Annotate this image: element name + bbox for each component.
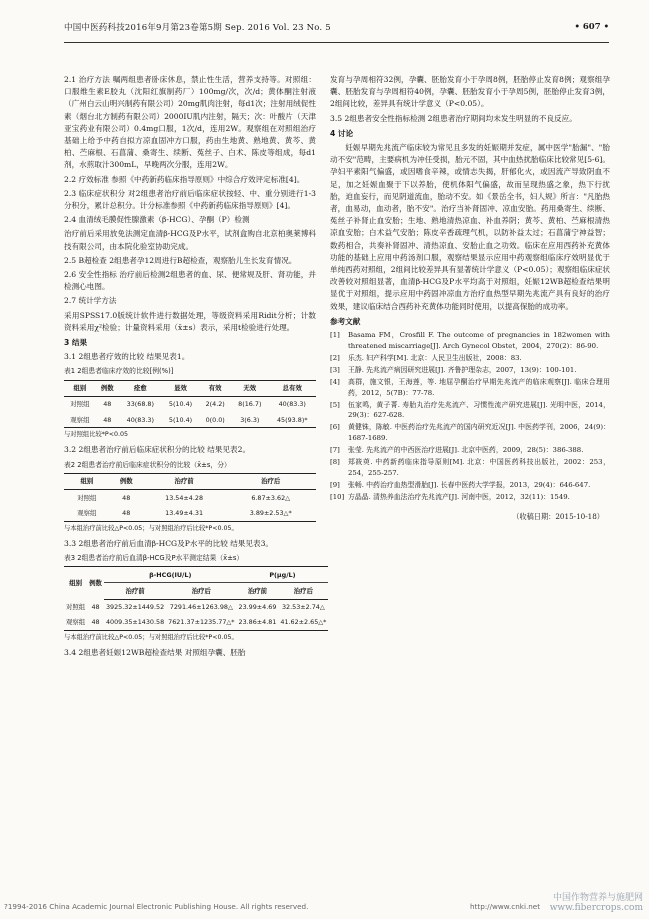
paragraph-result-3-1: 3.1 2组患者疗效的比较 结果见表1。 <box>64 352 190 362</box>
section-heading-results: 3 结果 <box>64 338 88 348</box>
running-header <box>64 18 609 36</box>
watermark-line: 中国作物营养与施肥网 <box>552 893 643 903</box>
reference-text: 张畅. 中药治疗血热型滑胎[J]. 长春中医药大学学报，2013，29(4)：646-647. <box>348 480 591 489</box>
reference-item <box>330 365 610 376</box>
paragraph-discussion: 妊娠早期先兆流产临床较为常见且多发的妊娠期并发症，属中医学"胎漏"、"胎动不安"范畴，主要病机为冲任受损，胎元不固，其中血热扰胎临床比较常见[5-6]。孕妇平素阳气偏盛，或因嗜食辛辣，或情志失揭，肝郁化火，或因流产导致阴血不足，加之妊娠血聚于下以养胎，使机体阳气偏盛，故而呈现热盛之象，热下行扰胎，迫血妄行，而见阴道流血，胎动不安。如《景岳全书，妇人规》所言："凡胎热者，血易动，血动者，胎不安"。治疗当补肾固冲、凉血安胎。药用桑寄生、续断、菟丝子补肾止血安胎；生地、熟地清热凉血、补血养阴；黄芩、黄柏、苎麻根清热凉血安胎；白术益气安胎；陈皮辛香疏理气机，以防补益太过；石菖蒲宁神益智；数药相合，共奏补肾固冲、清热凉血、安胎止血之功效。临床在应用西药补充黄体功能的基础上应用中药汤剂口服，观察结果显示应用中药观察组临床疗效明显优于单纯西药对照组，2组间比较差异具有显著统计学意义（P<0.05）；观察组临床症状改善较对照组显著，血清β-HCG及P水平均高于对照组，妊娠12WB超检查结果明显优于对照组，提示应用中药固冲凉血方治疗血热型早期先兆流产具有良好的治疗效果，建议临床结合西药补充黄体功能同时使用，以提高保胎的成功率。 <box>330 143 611 311</box>
table-cell: 7621.37±1235.77△* <box>166 615 236 631</box>
table3-header: P(μg/L) <box>237 567 329 583</box>
table1-header: 组别 <box>64 380 96 396</box>
references-heading: 参考文献 <box>330 316 361 326</box>
table1-header: 有效 <box>199 380 231 396</box>
table-cell: 5(10.4) <box>168 400 193 409</box>
reference-item <box>330 400 610 422</box>
reference-number: [2] <box>330 353 340 362</box>
table-cell: 40(83.3) <box>278 400 306 409</box>
table-row <box>64 615 328 631</box>
table-row <box>64 490 316 506</box>
table1-header: 总有效 <box>269 380 316 396</box>
table-cell: 7291.46±1263.98△ <box>169 603 233 612</box>
reference-text: 王静. 先兆流产病因研究进展[J]. 齐鲁护理杂志，2007，13(9)：100-101. <box>348 365 577 374</box>
table-cell: 40(83.3) <box>119 412 162 428</box>
watermark-url: www.fibercrops.com <box>549 903 643 913</box>
reference-list <box>330 330 610 503</box>
table2-header: 例数 <box>110 473 143 489</box>
reference-text: 乐杰. 妇产科学[M]. 北京：人民卫生出版社，2008：83. <box>348 353 522 362</box>
paragraph-statistics-heading: 2.7 统计学方法 <box>64 296 117 306</box>
table3-subheader: 治疗前 <box>104 583 166 599</box>
table2-note: 与本组治疗前比较△P<0.05；与对照组治疗后比较*P<0.05。 <box>64 524 238 532</box>
table3-subheader: 治疗前 <box>237 583 279 599</box>
table-cell: 8(16.7) <box>238 400 262 409</box>
table-row <box>64 505 316 521</box>
paragraph-treatment-method: 2.1 治疗方法 嘱两组患者卧床休息，禁止性生活，营养支持等。对照组：口服维生素E胶丸（沈阳红旗制药厂）100mg/次，次/d；黄体酮注射液（广州白云山明兴制药有限公司）20mg肌肉注射，每d1次；注射用绒促性素（烟台北方制药有限公司）2000IU肌内注射，隔天；次：叶酸片（天津亚宝药业有限公司）0.4mg口服，1次/d，连用2W。观察组在对照组治疗基础上给予中药自拟方凉血固冲方口服，药由生地黄、熟地黄、黄芩、黄柏、苎麻根、石菖蒲、桑寄生、续断、菟丝子、白术、陈皮等组成，每d1剂，水煎取汁300mL，早晚两次分服，连用2W。 <box>64 75 316 170</box>
reference-text: 伍家鸣，黄子菁. 寿胎丸治疗先兆流产、习惯性流产研究进展[J]. 光明中医，2014，29(3)：627-628. <box>348 400 610 420</box>
reference-item <box>330 457 610 479</box>
reference-text: 张莹. 先兆流产的中西医治疗进展[J]. 北京中医药，2009，28(5)：386-388. <box>348 446 584 455</box>
table-cell: 3.89±2.53△* <box>225 505 316 521</box>
table-cell: 13.49±4.31 <box>143 505 226 521</box>
table-cell: 对照组 <box>70 400 90 409</box>
table-cell: 45(93.8)* <box>269 412 316 428</box>
table-cell: 6.87±3.62△ <box>251 493 291 502</box>
table-cell: 3925.32±1449.52 <box>105 603 165 612</box>
table-cell: 41.62±2.65△* <box>278 615 328 631</box>
left-column <box>64 74 327 661</box>
reference-number: [1] <box>330 331 340 340</box>
table2-caption: 表2 2组患者治疗前后临床症状积分的比较（x̄±s，分） <box>64 460 231 469</box>
table-cell: 33(68.8) <box>126 400 154 409</box>
header-rule <box>64 42 609 43</box>
paragraph-result-3-2: 3.2 2组患者治疗前后临床症状积分的比较 结果见表2。 <box>64 445 251 455</box>
table3-subheader: 治疗后 <box>166 583 236 599</box>
table-cell: 5(10.4) <box>162 412 199 428</box>
table1-header: 例数 <box>96 380 119 396</box>
reference-number: [8] <box>330 458 340 467</box>
table-row <box>64 396 316 412</box>
paragraph-efficacy-standard: 2.2 疗效标准 参照《中药新药临床指导原则》中综合疗效评定标准[4]。 <box>64 174 305 184</box>
table-cell: 2(4.2) <box>205 400 225 409</box>
reference-text: 郑筱萸. 中药新药临床指导原则[M]. 北京：中国医药科技出版社，2002：253，254，255-257. <box>348 458 610 477</box>
table-cell: 48 <box>96 412 119 428</box>
table2-header: 治疗后 <box>225 473 316 489</box>
table2-header: 组别 <box>64 473 110 489</box>
site-link[interactable]: http://www.cnki.net <box>470 902 541 911</box>
table2-header: 治疗前 <box>143 473 226 489</box>
table-cell: 23.86±4.81 <box>237 615 279 631</box>
paragraph-hormone-method: 治疗前后采用放免法测定血清β-HCG及P水平，试剂盒购自北京柏奥莱博科技有限公司，由本院化验室协助完成。 <box>64 229 316 251</box>
reference-item <box>330 377 610 399</box>
table-cell: 48 <box>110 505 143 521</box>
table1-header: 痊愈 <box>119 380 162 396</box>
reference-number: [3] <box>330 365 340 374</box>
table1-caption: 表1 2组患者临床疗效的比较[例(%)] <box>64 367 174 376</box>
reference-item <box>330 330 610 352</box>
reference-number: [9] <box>330 480 340 489</box>
paragraph-result-3-3: 3.3 2组患者治疗前后血清β-HCG及P水平的比较 结果见表3。 <box>64 538 274 548</box>
table-cell: 观察组 <box>64 412 96 428</box>
paragraph-ultrasound: 2.5 B超检查 2组患者孕12周进行B超检查，观察胎儿生长发育情况。 <box>64 255 297 265</box>
reference-text: Basama FM，Crosfill F. The outcome of pregnancies in 182women with threatened miscarriage[J]. Arch Gynecol Obstet，2004，270(2)：86-90. <box>348 331 610 350</box>
copyright-text: ?1994-2016 China Academic Journal Electronic Publishing House. All rights reserved. <box>4 902 309 911</box>
watermark <box>550 893 643 913</box>
page-number: • 607 • <box>574 22 609 32</box>
table3 <box>64 566 328 631</box>
reference-number: [6] <box>330 423 340 432</box>
table-row <box>64 599 328 615</box>
table1-note: 与对照组比较*P<0.05 <box>64 431 129 439</box>
table1-header: 无效 <box>231 380 268 396</box>
reference-text: 黄健铢，陈敏. 中医药治疗先兆流产的国内研究近况[J]. 中医药学刊，2006，24(9)：1687-1689. <box>348 423 610 443</box>
table-cell: 0(0.0) <box>199 412 231 428</box>
received-date: （收稿日期：2015-10-18） <box>512 511 604 521</box>
table1 <box>64 380 316 429</box>
table2 <box>64 473 316 522</box>
table3-caption: 表3 2组患者治疗前后血清β-HCG及P水平测定结果（x̄±s） <box>64 553 244 562</box>
table-cell: 4009.35±1430.58 <box>104 615 166 631</box>
reference-number: [5] <box>330 400 340 409</box>
table-cell: 对照组 <box>77 493 97 502</box>
table-cell: 48 <box>91 602 100 611</box>
table-cell: 13.54±4.28 <box>165 493 204 502</box>
table-row <box>64 412 316 428</box>
reference-text: 高群，施文银，王海莲，等. 地屈孕酮治疗早期先兆流产的临床观察[J]. 临床合理用药，2012，5(7B)：77-78. <box>348 377 610 397</box>
table-cell: 对照组 <box>66 602 86 611</box>
reference-text: 方晶晶. 清热养血法治疗先兆流产[J]. 河南中医，2012，32(11)：1549. <box>348 492 570 501</box>
table1-header: 显效 <box>162 380 199 396</box>
table3-subheader: 治疗后 <box>278 583 328 599</box>
table-cell: 3(6.3) <box>231 412 268 428</box>
reference-item <box>330 422 610 444</box>
paragraph-symptom-score: 2.3 临床症状积分 对2组患者治疗前后临床症状按轻、中、重分别进行1-3分积分，累计总积分。计分标准参照《中药新药临床指导原则》[4]。 <box>64 188 316 211</box>
table-cell: 观察组 <box>64 615 87 631</box>
reference-item <box>330 480 610 491</box>
reference-item <box>330 353 610 364</box>
right-column <box>330 74 610 523</box>
paragraph-hormone-heading: 2.4 血清绒毛膜促性腺激素（β-HCG）、孕酮（P）检测 <box>64 215 250 225</box>
table-cell: 23.99±4.69 <box>238 603 277 612</box>
table-cell: 32.53±2.74△ <box>281 603 325 612</box>
reference-item <box>330 492 610 503</box>
reference-number: [10] <box>330 492 345 501</box>
section-heading-discussion: 4 讨论 <box>330 128 354 138</box>
paragraph-statistics: 采用SPSS17.0版统计软件进行数据处理，等级资料采用Ridit分析；计数资料采用χ²检验；计量资料采用（x̄±s）表示，采用t检验进行处理。 <box>64 310 316 332</box>
table-cell: 48 <box>122 493 131 502</box>
table-cell: 48 <box>103 400 112 409</box>
table3-header: 例数 <box>87 567 104 599</box>
table-cell: 48 <box>87 615 104 631</box>
paragraph-result-3-4: 3.4 2组患者妊娠12WB超检查结果 对照组孕囊、胚胎 <box>64 648 246 658</box>
paragraph-result-3-5: 3.5 2组患者安全性指标检测 2组患者治疗期间均未发生明显的不良反应。 <box>330 113 577 123</box>
table3-note: 与本组治疗前比较△P<0.05；与对照组治疗后比较*P<0.05。 <box>64 633 238 641</box>
reference-item <box>330 445 610 456</box>
paragraph-safety: 2.6 安全性指标 治疗前后检测2组患者的血、尿、便常规及肝、肾功能，并检测心电图。 <box>64 270 316 292</box>
reference-number: [7] <box>330 446 340 455</box>
paragraph-result-3-4-cont: 发育与孕周相符32例，孕囊、胚胎发育小于孕周8例，胚胎停止发育8例；观察组孕囊、胚胎发育与孕周相符40例，孕囊、胚胎发育小于孕周5例，胚胎停止发育3例，2组间比较，差异具有统计学意义（P<0.05）。 <box>330 75 610 109</box>
table3-header: β-HCG(IU/L) <box>104 567 237 583</box>
table3-header: 组别 <box>64 567 87 599</box>
journal-header-title: 中国中医药科技2016年9月第23卷第5期 Sep. 2016 Vol. 23 No. 5 <box>64 23 331 33</box>
table-cell: 观察组 <box>64 505 110 521</box>
reference-number: [4] <box>330 377 340 386</box>
